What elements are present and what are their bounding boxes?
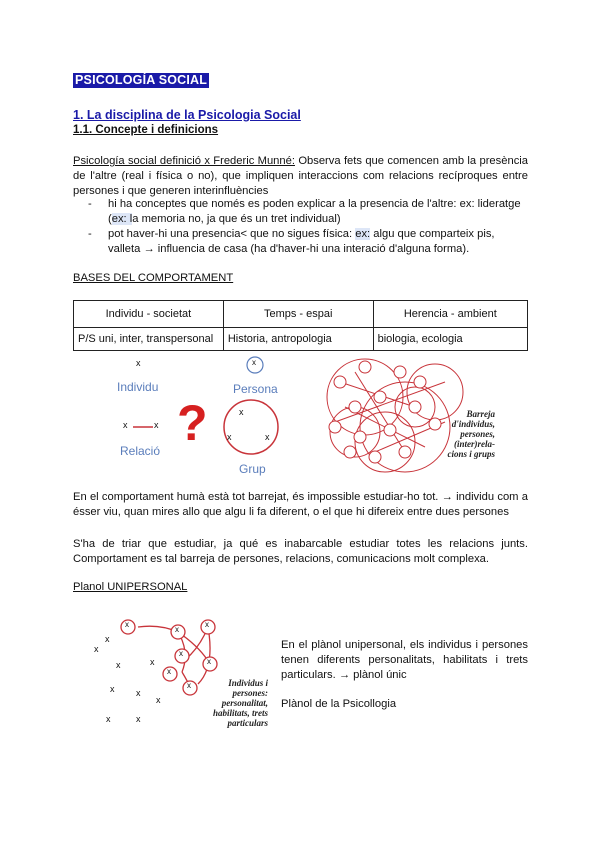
bases-table	[73, 300, 528, 351]
circle-x-mark: x	[207, 657, 211, 666]
loose-x-mark: x	[110, 684, 115, 694]
bullet-text: a memoria no, ja que és un tret individual)	[132, 213, 341, 225]
caption-line: habilitats, trets	[212, 708, 268, 718]
bullet-dash: -	[88, 198, 92, 210]
table-header: Herencia - ambient	[373, 301, 527, 328]
circle-x-mark: x	[167, 667, 171, 676]
bullet-text: pot haver-hi una presencia< que no sigues física:	[108, 228, 356, 240]
psychology-plane-text: Plànol de la Psicollogia	[281, 698, 397, 710]
loose-x-mark: x	[106, 714, 111, 724]
persona-x-mark: x	[252, 358, 256, 367]
loose-x-mark: x	[156, 695, 161, 705]
highlight: ex:	[355, 228, 371, 240]
bullet-text: algu que comparteix pis, valleta → influencia de casa (ha d'haver-hi una interació d'alguna forma).	[108, 228, 495, 255]
list-item	[88, 227, 528, 257]
highlight: ex: l	[111, 213, 133, 225]
table-cell: biologia, ecologia	[373, 328, 527, 351]
relation-x-right: x	[154, 420, 159, 430]
caption-line: Barreja	[466, 409, 495, 419]
paragraph-mix: En el comportament humà està tot barrejat, és impossible estudiar-ho tot. → individu com a ésser viu, quan mires allo que algu li fa diferent, o el que hi difereix entre dues persones	[73, 491, 528, 518]
unipersonal-paragraph: En el plànol unipersonal, els individus i persones tenen diferents personalitats, habilitats i trets particulars. → plànol únic	[281, 639, 528, 681]
table-header: Temps - espai	[223, 301, 373, 328]
planol-heading: Planol UNIPERSONAL	[73, 581, 188, 593]
caption-line: d'individus,	[451, 419, 495, 429]
loose-x-mark: x	[105, 634, 110, 644]
unipersonal-caption	[195, 678, 268, 728]
caption-line: particulars	[227, 718, 268, 728]
table-row	[74, 328, 528, 351]
bullet-list	[88, 197, 528, 257]
caption-line: persones,	[460, 429, 495, 439]
bases-heading: BASES DEL COMPORTAMENT	[73, 272, 234, 284]
paragraph-choose: S'ha de triar que estudiar, ja qué es inabarcable estudiar totes les relacions junts. Comportament es tal barreja de persones, relacions, comunicacions molt complexa.	[73, 538, 528, 565]
caption-line: cions i grups	[447, 449, 495, 459]
definition-text: Observa fets que comencen amb la presència de l'altre (real i física o no), que impliquen interaccions com relacions recíproques entre persones i que generen interinfluències	[73, 155, 528, 197]
loose-x-mark: x	[94, 644, 99, 654]
caption-line: persones:	[232, 688, 268, 698]
question-mark: ?	[177, 395, 208, 451]
intro-paragraph	[73, 154, 528, 199]
loose-x-mark: x	[116, 660, 121, 670]
circle-x-mark: x	[187, 681, 191, 690]
caption-line: personalitat,	[221, 698, 268, 708]
circle-x-mark: x	[205, 620, 209, 629]
caption-line: Individus i	[228, 678, 268, 688]
bullet-text: hi ha conceptes que només es poden explicar a la presencia de l'altre: ex: lideratge (	[108, 198, 521, 225]
social-diagram	[115, 352, 515, 482]
table-cell: Historia, antropologia	[223, 328, 373, 351]
loose-x-mark: x	[150, 657, 155, 667]
group-x-mark: x	[265, 432, 270, 442]
circle-x-mark: x	[175, 625, 179, 634]
group-x-mark: x	[227, 432, 232, 442]
table-cell: P/S uni, inter, transpersonal	[74, 328, 224, 351]
grup-label: Grup	[239, 462, 266, 476]
group-circle	[224, 400, 278, 454]
definition-term: Psicología social definició x Frederic Munné:	[73, 155, 295, 167]
individual-x-mark: x	[136, 358, 141, 368]
section-heading: 1. La disciplina de la Psicologia Social	[73, 108, 301, 122]
persona-label: Persona	[233, 382, 278, 396]
relation-x-left: x	[123, 420, 128, 430]
circle-x-mark: x	[125, 620, 129, 629]
list-item	[88, 197, 528, 227]
loose-x-mark: x	[136, 688, 141, 698]
group-x-mark: x	[239, 407, 244, 417]
table-header: Individu - societat	[74, 301, 224, 328]
caption-line: (inter)rela-	[454, 439, 495, 449]
circle-x-mark: x	[179, 649, 183, 658]
unipersonal-diagram	[90, 612, 270, 732]
loose-x-mark: x	[136, 714, 141, 724]
table-header-row	[74, 301, 528, 328]
individu-label: Individu	[117, 380, 159, 394]
subsection-heading: 1.1. Concepte i definicions	[73, 124, 219, 136]
relacio-label: Relació	[120, 444, 161, 458]
page-title: PSICOLOGÍA SOCIAL	[75, 73, 208, 87]
mix-caption	[435, 409, 495, 459]
bullet-dash: -	[88, 228, 92, 240]
